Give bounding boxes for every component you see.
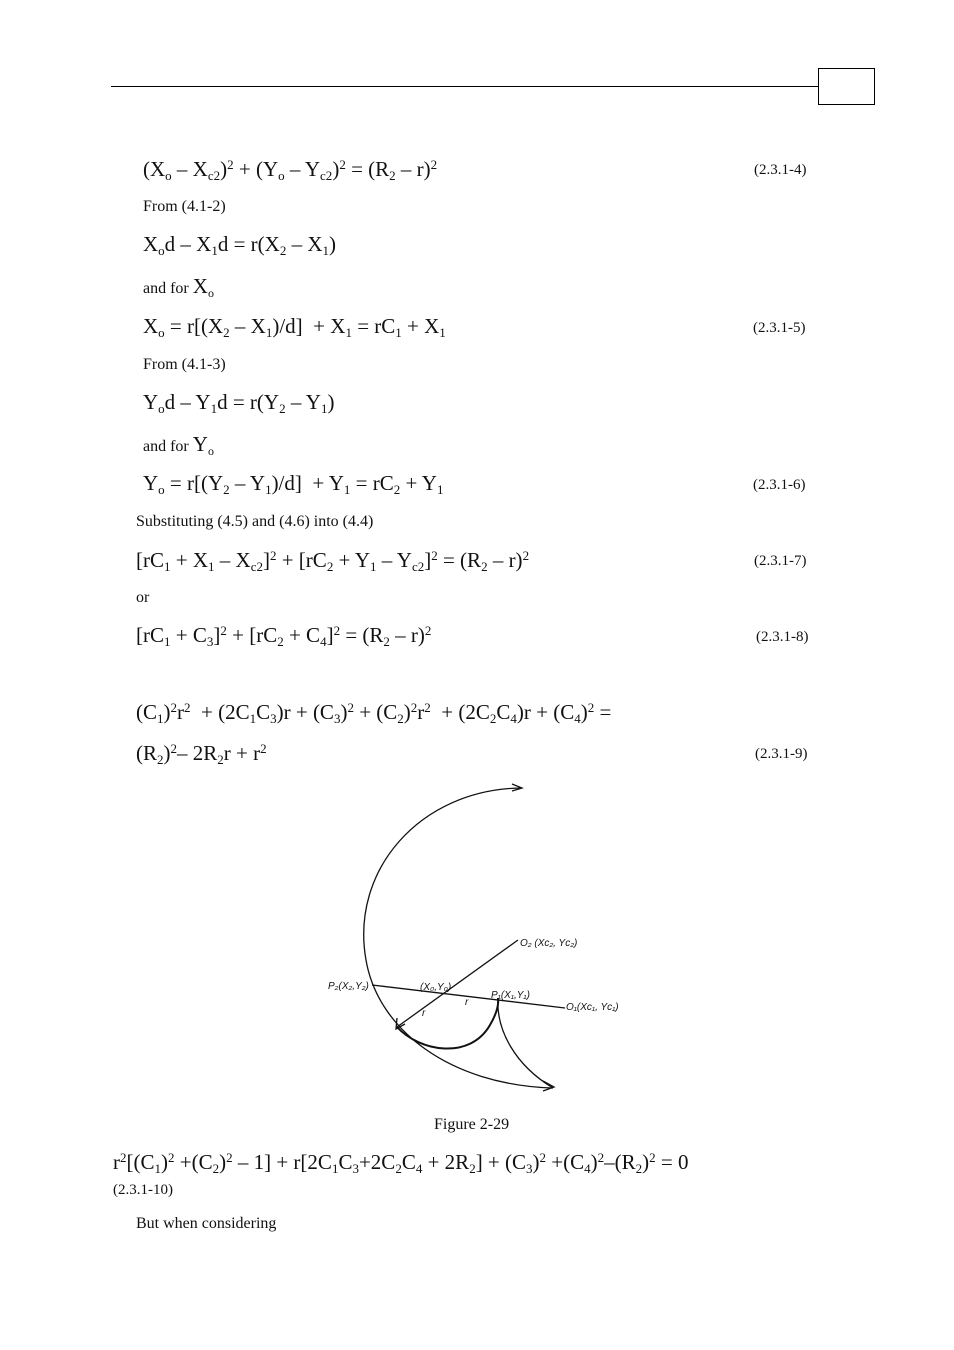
label-r-1: r [422,1008,426,1019]
equation-2-3-1-9-line2: $(R_2)^2-$ $2R_2r + r^2$ [136,741,267,767]
equation-2-3-1-6: $Y_o = r[(Y_2 - Y_1)/d] + Y_1 = rC_2 + Y_1$ [143,471,444,497]
equation-xod: $X_od - X_1d = r(X_2 - X_1)$ [143,232,337,258]
equation-number: (2.3.1-4) [754,162,807,178]
label-center: (X₀,Y₀) [420,982,452,993]
label-p2: P₂(X₂,Y₂) [328,981,369,992]
equation-number: (2.3.1-7) [754,553,807,569]
equation-number: (2.3.1-6) [753,477,806,493]
body-text-and-for-yo: and for $Y_o$ [143,432,214,458]
equation-2-3-1-4: $(X_o - X_{c2})^2 + (Y_o - Y_{c2})^2 = (R_2 - r)^2$ [143,157,438,183]
arc-p1-bottom [498,998,553,1088]
label-p1: P₁(X₁,Y₁) [491,990,530,1001]
header-rule [111,86,818,87]
equation-number: (2.3.1-10) [113,1182,173,1198]
line-p2-o1 [372,985,565,1008]
body-text: But when considering [136,1215,277,1232]
label-r-2: r [465,997,469,1008]
page-number-box [818,68,875,105]
line-o2-center [397,940,518,1027]
label-o2: O₂ (Xc₂, Yc₂) [520,938,578,949]
body-text: or [136,589,150,606]
equation-number: (2.3.1-8) [756,629,809,645]
small-arc [397,998,498,1049]
equation-yod: $Y_od - Y_1d = r(Y_2 - Y_1)$ [143,390,335,416]
equation-2-3-1-7: $[rC_1 + X_1 - X_{c2}]^2 + [rC_2 + Y_1 - Y_{c2}]^2 = (R_2 - r)^2$ [136,548,530,574]
equation-2-3-1-8: $[rC_1 + C_3]^2 + [rC_2 + C_4]^2 = (R_2 - r)^2$ [136,623,432,649]
equation-number: (2.3.1-9) [755,746,808,762]
body-text: From (4.1-2) [143,198,226,215]
equation-2-3-1-5: $X_o = r[(X_2 - X_1)/d] + X_1 = rC_1 + X_1$ [143,314,446,340]
equation-2-3-1-10: $r^2[(C_1)^2 +(C_2)^2 - 1] + r[2C_1C_3+2C_2C_4 + 2R_2] + (C_3)^2 +(C_4)^2-(R_2)^2 = 0$ [113,1150,689,1176]
equation-number: (2.3.1-5) [753,320,806,336]
label-o1: O₁(Xc₁, Yc₁) [566,1002,619,1013]
body-text-and-for-xo: and for $X_o$ [143,274,214,300]
body-text: Substituting (4.5) and (4.6) into (4.4) [136,513,374,530]
figure-caption: Figure 2-29 [434,1116,510,1133]
figure-2-29-diagram [320,780,640,1110]
body-text: From (4.1-3) [143,356,226,373]
equation-2-3-1-9-line1: $(C_1)^2r^2 + (2C_1C_3)r + (C_3)^2 + (C_2)^2r^2 + (2C_2C_4)r + (C_4)^2$ = [136,700,612,726]
